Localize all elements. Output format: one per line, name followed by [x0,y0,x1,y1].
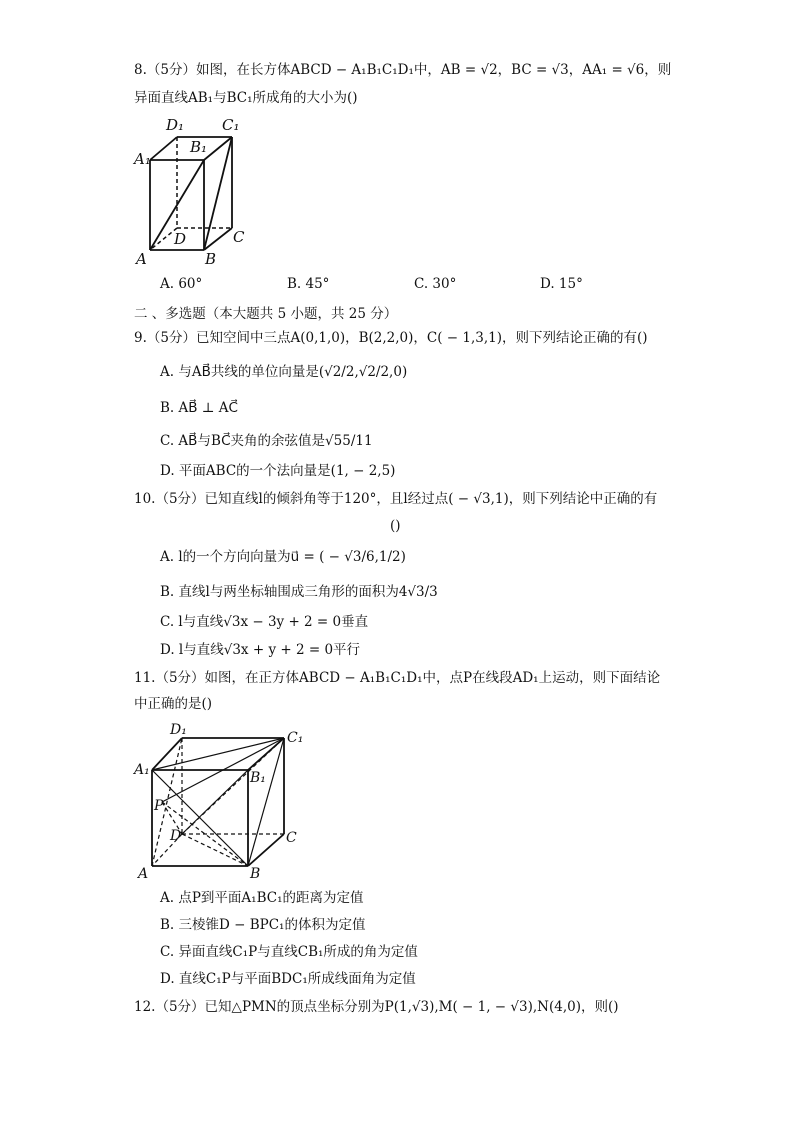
q10-option-b[interactable]: B. 直线l与两坐标轴围成三角形的面积为4√3/3 [160,584,438,600]
q8-option-b[interactable]: B. 45° [287,276,330,292]
q8-label-A1: A₁ [134,150,151,168]
q10-option-c[interactable]: C. l与直线√3x − 3y + 2 = 0垂直 [160,614,369,630]
q11-option-b[interactable]: B. 三棱锥D − BPC₁的体积为定值 [160,917,366,933]
q11-label-D: D [170,828,182,844]
section-heading-multiple-choice: 二 、多选题（本大题共 5 小题，共 25 分） [134,306,398,322]
q11-cube-figure [132,718,312,882]
q10-stem-line2: () [390,518,401,534]
q11-label-A: A [138,866,149,882]
q11-label-P: P [154,798,164,814]
q9-option-c[interactable]: C. AB⃗与BC⃗夹角的余弦值是√55/11 [160,433,373,449]
q8-label-D: D [174,230,187,248]
q10-option-a[interactable]: A. l的一个方向向量为u⃗ = ( − √3/6,1/2) [160,549,406,565]
q8-label-B: B [205,250,217,268]
q8-cuboid-figure [132,112,252,272]
q11-label-B1: B₁ [250,770,266,786]
q11-label-D1: D₁ [170,722,187,738]
q8-stem-line1: 8.（5分）如图，在长方体ABCD − A₁B₁C₁D₁中，AB = √2，BC = √3，AA₁ = √6，则 [134,62,672,78]
q8-option-a[interactable]: A. 60° [160,276,203,292]
q11-label-C1: C₁ [287,730,304,746]
q11-option-c[interactable]: C. 异面直线C₁P与直线CB₁所成的角为定值 [160,944,418,960]
q11-option-d[interactable]: D. 直线C₁P与平面BDC₁所成线面角为定值 [160,971,416,987]
q8-stem-line2: 异面直线AB₁与BC₁所成角的大小为() [134,90,358,106]
q8-label-C: C [233,228,245,246]
q8-option-d[interactable]: D. 15° [540,276,583,292]
q8-option-c[interactable]: C. 30° [414,276,457,292]
q10-option-d[interactable]: D. l与直线√3x + y + 2 = 0平行 [160,642,361,658]
q8-label-A: A [136,250,147,268]
q11-label-A1: A₁ [134,762,150,778]
q11-stem-line2: 中正确的是() [134,696,213,712]
q9-option-a[interactable]: A. 与AB⃗共线的单位向量是(√2/2,√2/2,0) [160,364,408,380]
q9-option-b[interactable]: B. AB⃗ ⊥ AC⃗ [160,400,238,416]
q12-stem: 12.（5分）已知△PMN的顶点坐标分别为P(1,√3),M( − 1, − √3),N(4,0)，则() [134,999,619,1015]
q11-label-C: C [286,830,297,846]
q11-option-a[interactable]: A. 点P到平面A₁BC₁的距离为定值 [160,890,364,906]
q9-stem: 9.（5分）已知空间中三点A(0,1,0)，B(2,2,0)，C( − 1,3,1)，则下列结论正确的有() [134,330,648,346]
q11-stem-line1: 11.（5分）如图，在正方体ABCD − A₁B₁C₁D₁中，点P在线段AD₁上运动，则下面结论 [134,670,661,686]
q8-label-D1: D₁ [166,116,185,134]
q10-stem-line1: 10.（5分）已知直线l的倾斜角等于120°，且l经过点( − √3,1)，则下列结论中正确的有 [134,491,658,507]
q8-label-B1: B₁ [190,138,208,156]
q8-label-C1: C₁ [222,116,240,134]
q9-option-d[interactable]: D. 平面ABC的一个法向量是(1, − 2,5) [160,463,396,479]
q11-label-B: B [250,866,261,882]
